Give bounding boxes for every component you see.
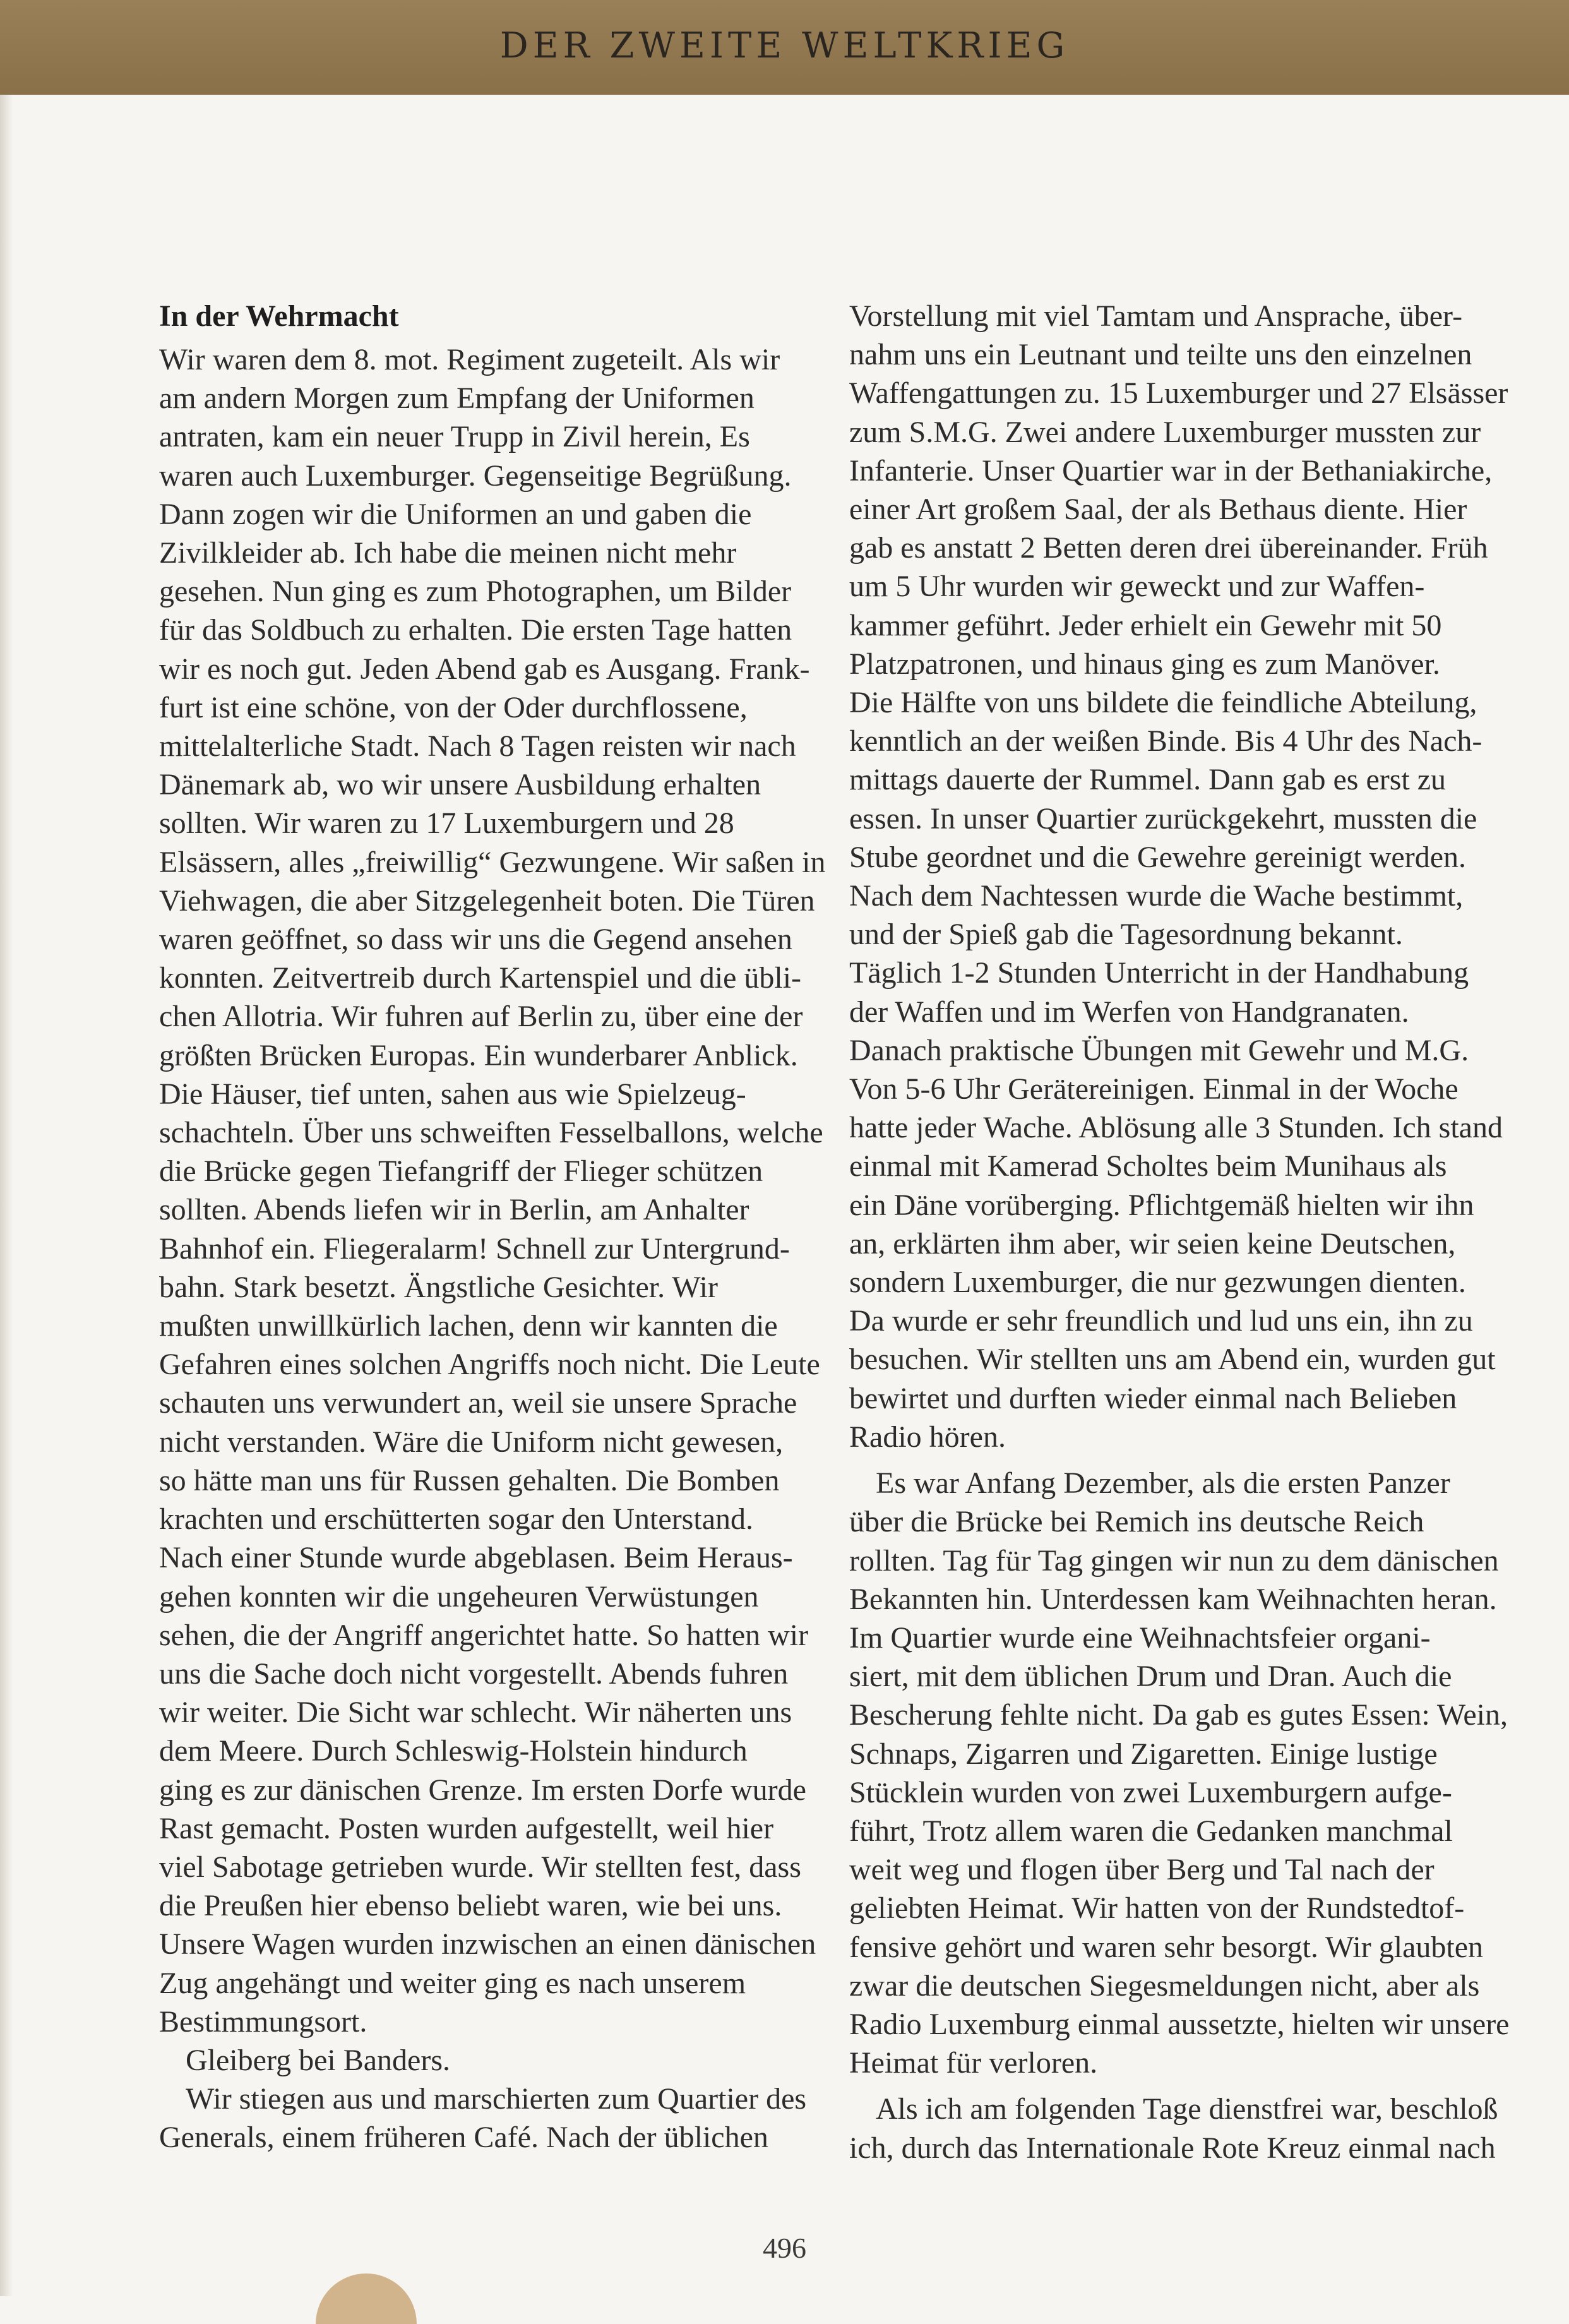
text-line: Da wurde er sehr freundlich und lud uns ein, ihn zu [849, 1304, 1473, 1338]
text-line: antraten, kam ein neuer Trupp in Zivil herein, Es [159, 420, 750, 454]
text-line: siert, mit dem üblichen Drum und Dran. Auch die [849, 1660, 1452, 1694]
text-line: Rast gemacht. Posten wurden aufgestellt, weil hier [159, 1811, 774, 1845]
text-line: so hätte man uns für Russen gehalten. Die Bomben [159, 1463, 780, 1497]
text-line: schachteln. Über uns schweiften Fesselballons, welche [159, 1116, 823, 1150]
text-line: ich, durch das Internationale Rote Kreuz einmal nach [849, 2131, 1496, 2165]
text-line: Dänemark ab, wo wir unsere Ausbildung erhalten [159, 768, 761, 802]
text-line: Vorstellung mit viel Tamtam und Ansprache, über- [849, 299, 1463, 333]
text-line: zum S.M.G. Zwei andere Luxemburger mussten zur [849, 415, 1481, 449]
text-line: Elsässern, alles „freiwillig“ Gezwungene. Wir saßen in [159, 845, 826, 879]
text-line: kenntlich an der weißen Binde. Bis 4 Uhr des Nach- [849, 724, 1482, 758]
page-number: 496 [763, 2232, 806, 2264]
text-line: uns die Sache doch nicht vorgestellt. Abends fuhren [159, 1656, 789, 1691]
text-line: Zivilkleider ab. Ich habe die meinen nicht mehr [159, 536, 737, 570]
text-line: die Preußen hier ebenso beliebt waren, wie bei uns. [159, 1889, 782, 1923]
text-line: Platzpatronen, und hinaus ging es zum Manöver. [849, 647, 1440, 681]
text-line: Generals, einem früheren Café. Nach der üblichen [159, 2121, 768, 2155]
text-line: Bahnhof ein. Fliegeralarm! Schnell zur Untergrund- [159, 1231, 790, 1266]
bottom-ornament [316, 2273, 417, 2324]
text-line: wir es noch gut. Jeden Abend gab es Ausgang. Frank- [159, 652, 810, 686]
text-line: um 5 Uhr wurden wir geweckt und zur Waffen- [849, 570, 1425, 604]
text-line: führt, Trotz allem waren die Gedanken manchmal [849, 1814, 1453, 1848]
text-line: hatte jeder Wache. Ablösung alle 3 Stunden. Ich stand [849, 1111, 1503, 1145]
text-line: am andern Morgen zum Empfang der Uniformen [159, 381, 755, 416]
text-line: Viehwagen, die aber Sitzgelegenheit boten. Die Türen [159, 883, 815, 918]
text-line: Als ich am folgenden Tage dienstfrei war, beschloß [876, 2092, 1498, 2126]
text-line: waren geöffnet, so dass wir uns die Gegend ansehen [159, 923, 792, 957]
text-line: bahn. Stark besetzt. Ängstliche Gesichter. Wir [159, 1270, 718, 1304]
right-column [849, 297, 1510, 2167]
text-line: viel Sabotage getrieben wurde. Wir stellten fest, dass [159, 1850, 801, 1884]
text-line: die Brücke gegen Tiefangriff der Flieger schützen [159, 1154, 763, 1189]
right-paragraph-2 [849, 1464, 1510, 2082]
text-line: chen Allotria. Wir fuhren auf Berlin zu, über eine der [159, 1000, 803, 1034]
text-line: Radio Luxemburg einmal aussetzte, hielten wir unsere [849, 2007, 1510, 2041]
text-line: Es war Anfang Dezember, als die ersten Panzer [876, 1466, 1450, 1500]
text-line: Von 5-6 Uhr Gerätereinigen. Einmal in der Woche [849, 1072, 1459, 1106]
text-line: geliebten Heimat. Wir hatten von der Rundstedtof- [849, 1891, 1465, 1926]
text-line: Im Quartier wurde eine Weihnachtsfeier organi- [849, 1620, 1431, 1655]
section-heading: In der Wehrmacht [159, 299, 399, 333]
text-line: weit weg und flogen über Berg und Tal nach der [849, 1853, 1435, 1887]
text-line: Die Hälfte von uns bildete die feindliche Abteilung, [849, 686, 1477, 720]
text-line: über die Brücke bei Remich ins deutsche Reich [849, 1505, 1424, 1539]
text-line: dem Meere. Durch Schleswig-Holstein hindurch [159, 1734, 748, 1768]
text-line: nicht verstanden. Wäre die Uniform nicht gewesen, [159, 1425, 784, 1459]
text-line: mittags dauerte der Rummel. Dann gab es erst zu [849, 763, 1447, 797]
text-line: fensive gehört und waren sehr besorgt. Wir glaubten [849, 1930, 1484, 1964]
right-paragraph-1 [849, 297, 1508, 1456]
text-line: bewirtet und durften wieder einmal nach Belieben [849, 1381, 1457, 1415]
text-line: Nach dem Nachtessen wurde die Wache bestimmt, [849, 879, 1464, 913]
text-line: kammer geführt. Jeder erhielt ein Gewehr mit 50 [849, 608, 1442, 642]
text-line: an, erklärten ihm aber, wir seien keine Deutschen, [849, 1226, 1456, 1261]
text-line: Unsere Wagen wurden inzwischen an einen dänischen [159, 1927, 816, 1962]
text-line: Heimat für verloren. [849, 2046, 1098, 2080]
text-line: rollten. Tag für Tag gingen wir nun zu dem dänischen [849, 1543, 1499, 1578]
left-column [159, 297, 826, 2157]
text-line: essen. In unser Quartier zurückgekehrt, mussten die [849, 801, 1477, 836]
text-line: sollten. Abends liefen wir in Berlin, am Anhalter [159, 1193, 749, 1227]
text-line: einmal mit Kamerad Scholtes beim Munihaus als [849, 1149, 1447, 1183]
text-line: Zug angehängt und weiter ging es nach unserem [159, 1966, 746, 2000]
text-line: Stube geordnet und die Gewehre gereinigt werden. [849, 840, 1466, 874]
text-line: Die Häuser, tief unten, sahen aus wie Spielzeug- [159, 1077, 746, 1111]
text-line: nahm uns ein Leutnant und teilte uns den einzelnen [849, 338, 1472, 372]
text-line: für das Soldbuch zu erhalten. Die ersten Tage hatten [159, 613, 792, 647]
text-line: Schnaps, Zigarren und Zigaretten. Einige lustige [849, 1737, 1438, 1771]
text-line: furt ist eine schöne, von der Oder durchflossene, [159, 690, 748, 724]
text-line: Bescherung fehlte nicht. Da gab es gutes Essen: Wein, [849, 1698, 1508, 1732]
text-line: ging es zur dänischen Grenze. Im ersten Dorfe wurde [159, 1773, 806, 1807]
text-line: sondern Luxemburger, die nur gezwungen dienten. [849, 1266, 1466, 1300]
text-line: Gefahren eines solchen Angriffs noch nicht. Die Leute [159, 1348, 820, 1382]
text-line: Infanterie. Unser Quartier war in der Bethaniakirche, [849, 453, 1493, 488]
text-line: einer Art großem Saal, der als Bethaus diente. Hier [849, 493, 1467, 527]
text-line: wir weiter. Die Sicht war schlecht. Wir näherten uns [159, 1696, 792, 1730]
text-line: zwar die deutschen Siegesmeldungen nicht, aber als [849, 1968, 1480, 2003]
right-paragraph-3 [849, 2090, 1498, 2167]
text-line: krachten und erschütterten sogar den Unterstand. [159, 1502, 753, 1536]
left-paragraph-3 [159, 2080, 807, 2157]
text-line: Bestimmungsort. [159, 2004, 367, 2039]
text-line: größten Brücken Europas. Ein wunderbarer Anblick. [159, 1038, 798, 1072]
text-line: Waffengattungen zu. 15 Luxemburger und 27 Elsässer [849, 376, 1508, 410]
text-line: mittelalterliche Stadt. Nach 8 Tagen reisten wir nach [159, 729, 796, 764]
text-line: waren auch Luxemburger. Gegenseitige Begrüßung. [159, 458, 792, 493]
text-line: Nach einer Stunde wurde abgeblasen. Beim Heraus- [159, 1541, 793, 1575]
left-paragraph-2: Gleiberg bei Banders. [186, 2043, 450, 2077]
text-line: besuchen. Wir stellten uns am Abend ein, wurden gut [849, 1343, 1496, 1377]
text-line: Täglich 1-2 Stunden Unterricht in der Handhabung [849, 956, 1469, 990]
text-line: Wir stiegen aus und marschierten zum Quartier des [186, 2082, 807, 2116]
text-line: sollten. Wir waren zu 17 Luxemburgern und 28 [159, 806, 734, 841]
text-line: konnten. Zeitvertreib durch Kartenspiel und die übli- [159, 961, 802, 995]
text-line: Radio hören. [849, 1420, 1006, 1454]
text-line: der Waffen und im Werfen von Handgranaten. [849, 995, 1409, 1029]
page-binding-edge [0, 95, 13, 2296]
text-line: gab es anstatt 2 Betten deren drei übereinander. Früh [849, 531, 1488, 565]
text-line: gehen konnten wir die ungeheuren Verwüstungen [159, 1579, 759, 1614]
text-line: Danach praktische Übungen mit Gewehr und M.G. [849, 1033, 1469, 1067]
text-line: gesehen. Nun ging es zum Photographen, um Bilder [159, 575, 792, 609]
text-line: Wir waren dem 8. mot. Regiment zugeteilt. Als wir [159, 343, 780, 376]
text-line: Stücklein wurden von zwei Luxemburgern aufge- [849, 1775, 1452, 1809]
left-paragraph-1 [159, 340, 826, 2041]
text-line: ein Däne vorüberging. Pflichtgemäß hielten wir ihn [849, 1188, 1474, 1222]
running-header-title: DER ZWEITE WELTKRIEG [499, 25, 1070, 66]
text-line: mußten unwillkürlich lachen, denn wir kannten die [159, 1309, 778, 1343]
text-line: Bekannten hin. Unterdessen kam Weihnachten heran. [849, 1582, 1497, 1616]
text-line: sehen, die der Angriff angerichtet hatte. So hatten wir [159, 1618, 809, 1652]
text-line: Dann zogen wir die Uniformen an und gaben die [159, 497, 752, 531]
text-line: und der Spieß gab die Tagesordnung bekannt. [849, 918, 1403, 952]
text-line: schauten uns verwundert an, weil sie unsere Sprache [159, 1386, 797, 1420]
